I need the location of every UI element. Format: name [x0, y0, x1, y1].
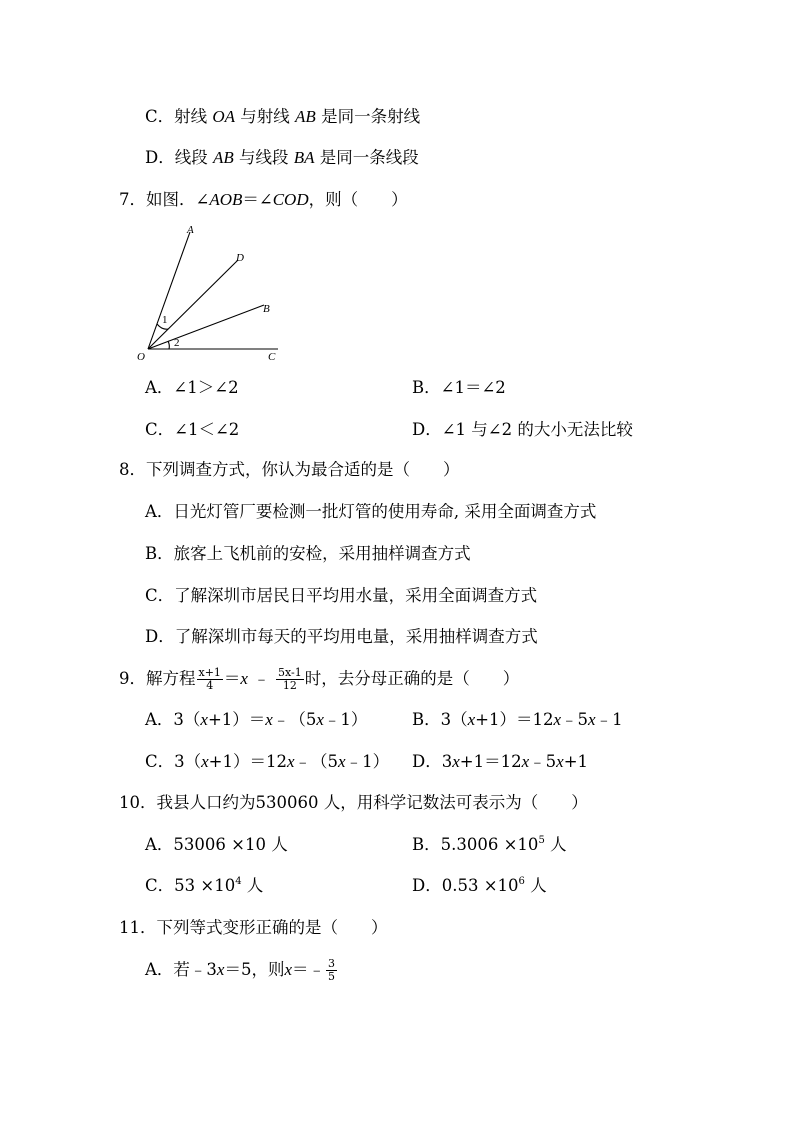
q9-option-c: C．3（x+1）＝12x﹣（5x﹣1） — [145, 752, 390, 771]
fraction-5x-minus-1-over-12: $\frac{5x-1}{12}$ — [277, 666, 302, 692]
fraction-x-plus-1-over-4: $\frac{x+1}{4}$ — [198, 666, 221, 692]
label-c: C — [268, 351, 276, 363]
label-a: A — [187, 224, 194, 236]
q8-option-a: A．日光灯管厂要检测一批灯管的使用寿命, 采用全面调查方式 — [145, 502, 597, 521]
label-d: D — [236, 252, 244, 264]
angle-2-arc — [168, 341, 169, 349]
q10-option-d: D．$0.53 \times 10^6$ 人 — [412, 876, 547, 895]
q7-option-d: D．∠1 与∠2 的大小无法比较 — [412, 420, 633, 439]
q7-option-b: B．∠1＝∠2 — [412, 378, 506, 397]
q10-option-b: B．$5.3006 \times 10^5$ 人 — [412, 835, 567, 854]
q9-option-d: D．3x+1＝12x﹣5x+1 — [412, 752, 589, 771]
q10-option-c: C．$53 \times 10^4$ 人 — [145, 876, 264, 895]
fraction-3-over-5: $\frac{3}{5}$ — [328, 957, 336, 983]
q11-stem: 11．下列等式变形正确的是（ ） — [119, 918, 388, 937]
q7-stem: 7．如图．∠AOB＝∠COD，则（ ） — [119, 190, 408, 209]
ray-oa — [148, 232, 190, 349]
q10-option-a: A．53006 ×10 人 — [145, 835, 288, 854]
q9-option-b: B．3（x+1）＝12x﹣5x﹣1 — [412, 710, 623, 729]
q8-option-c: C．了解深圳市居民日平均用水量，采用全面调查方式 — [145, 586, 538, 605]
q8-option-d: D．了解深圳市每天的平均用电量，采用抽样调查方式 — [145, 627, 538, 646]
q10-stem: 10．我县人口约为530060 人，用科学记数法可表示为（ ） — [119, 793, 588, 812]
q6-option-d: D．线段 AB 与线段 BA 是同一条线段 — [145, 148, 419, 167]
ray-od — [148, 260, 238, 349]
label-angle-2: 2 — [174, 337, 180, 349]
q7-option-a: A．∠1＞∠2 — [145, 378, 239, 397]
q11-option-a: A．若﹣3x＝5，则x＝﹣ $\frac{3}{5}$ — [145, 957, 336, 983]
q8-stem: 8．下列调查方式，你认为最合适的是（ ） — [119, 460, 460, 479]
ray-ob — [148, 305, 264, 349]
label-o: O — [137, 351, 145, 363]
q8-option-b: B．旅客上飞机前的安检，采用抽样调查方式 — [145, 544, 471, 563]
q7-option-c: C．∠1＜∠2 — [145, 420, 240, 439]
q9-stem: 9．解方程 $\frac{x+1}{4}$ ＝x ﹣ $\frac{5x-1}{12}$ 时，去分母正确的是（ ） — [119, 666, 520, 692]
q6-option-c: C．射线 OA 与射线 AB 是同一条射线 — [145, 107, 421, 126]
q7-angle-figure — [132, 222, 292, 364]
label-b: B — [263, 303, 270, 315]
label-angle-1: 1 — [162, 314, 168, 326]
q9-option-a: A．3（x+1）＝x﹣（5x﹣1） — [145, 710, 368, 729]
